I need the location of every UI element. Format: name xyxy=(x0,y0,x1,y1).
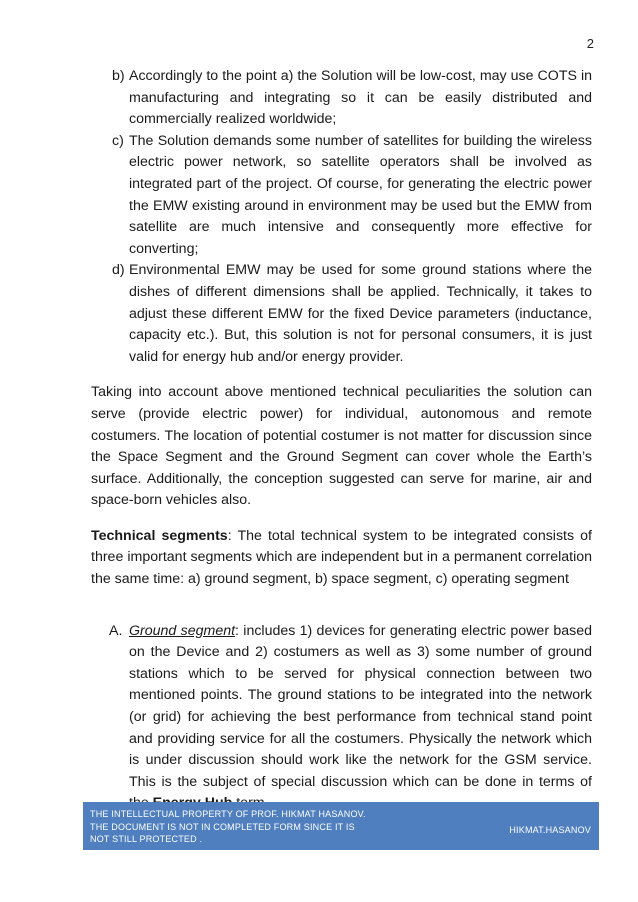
list-marker: b) xyxy=(112,68,125,84)
ground-segment-title: Ground segment xyxy=(129,622,236,639)
list-item-text: The Solution demands some number of satellites for building the wireless electric power network, so satellite operators shall be involved as integrated part of the project. Of course, for generating the electric power the EMW existing around in environment may be used but the EMW from satellite are much intensive and consequently more effective for converting; xyxy=(129,132,592,257)
list-marker: d) xyxy=(112,262,125,279)
footer-banner xyxy=(83,802,599,850)
ground-segment-item xyxy=(91,621,592,815)
footer-notice xyxy=(90,808,366,846)
footer-line: NOT STILL PROTECTED . xyxy=(90,834,203,844)
page-number: 2 xyxy=(586,36,594,51)
paragraph-peculiarities: Taking into account above mentioned technical peculiarities the solution can serve (provide electric power) for individual, autonomous and remote costumers. The location of potential costumer is not matter for discussion since the Space Segment and the Ground Segment can cover whole the Earth’s surface. Additionally, the conception suggested can serve for marine, air and space-born vehicles also. xyxy=(91,384,592,509)
footer-line: THE DOCUMENT IS NOT IN COMPLETED FORM SINCE IT IS xyxy=(90,821,355,832)
list-marker: c) xyxy=(112,132,124,149)
paragraph-technical-segments xyxy=(91,526,592,591)
list-item-d xyxy=(91,260,592,368)
document-body xyxy=(91,66,592,815)
list-item-c xyxy=(91,131,592,261)
list-item-text: Environmental EMW may be used for some ground stations where the dishes of different dimensions shall be applied. Technically, it takes to adjust these different EMW for the fixed Device parameters (inductance, capacity etc.). But, this solution is not for personal consumers, it is just valid for energy hub and/or energy provider. xyxy=(129,262,592,365)
footer-line: THE INTELLECTUAL PROPERTY OF PROF. HIKMAT HASANOV. xyxy=(90,809,366,819)
list-marker: A. xyxy=(109,622,123,639)
ground-segment-text: : includes 1) devices for generating electric power based on the Device and 2) costumers as well as 3) some number of ground stations which to be served for physical connection between two mentioned points. The ground stations to be integrated into the network (or grid) for achieving the best performance from technical stand point and providing service for all the costumers. Physically the network which is under discussion should work like the network for the GSM service. This is the subject of special discussion which can be done in terms of xyxy=(129,622,592,790)
list-item-text: Accordingly to the point a) the Solution will be low-cost, may use COTS in manufacturing and integrating so it can be easily distributed and commercially realized worldwide; xyxy=(129,68,592,128)
technical-segments-text: : The total technical system to be integrated consists of three important segments which are independent but in a permanent correlation the same time: a) ground segment, b) space segment, c) operating segment xyxy=(91,527,592,588)
list-item-b xyxy=(91,66,592,131)
technical-segments-heading: Technical segments xyxy=(91,527,228,544)
footer-author: HIKMAT.HASANOV xyxy=(509,825,591,835)
